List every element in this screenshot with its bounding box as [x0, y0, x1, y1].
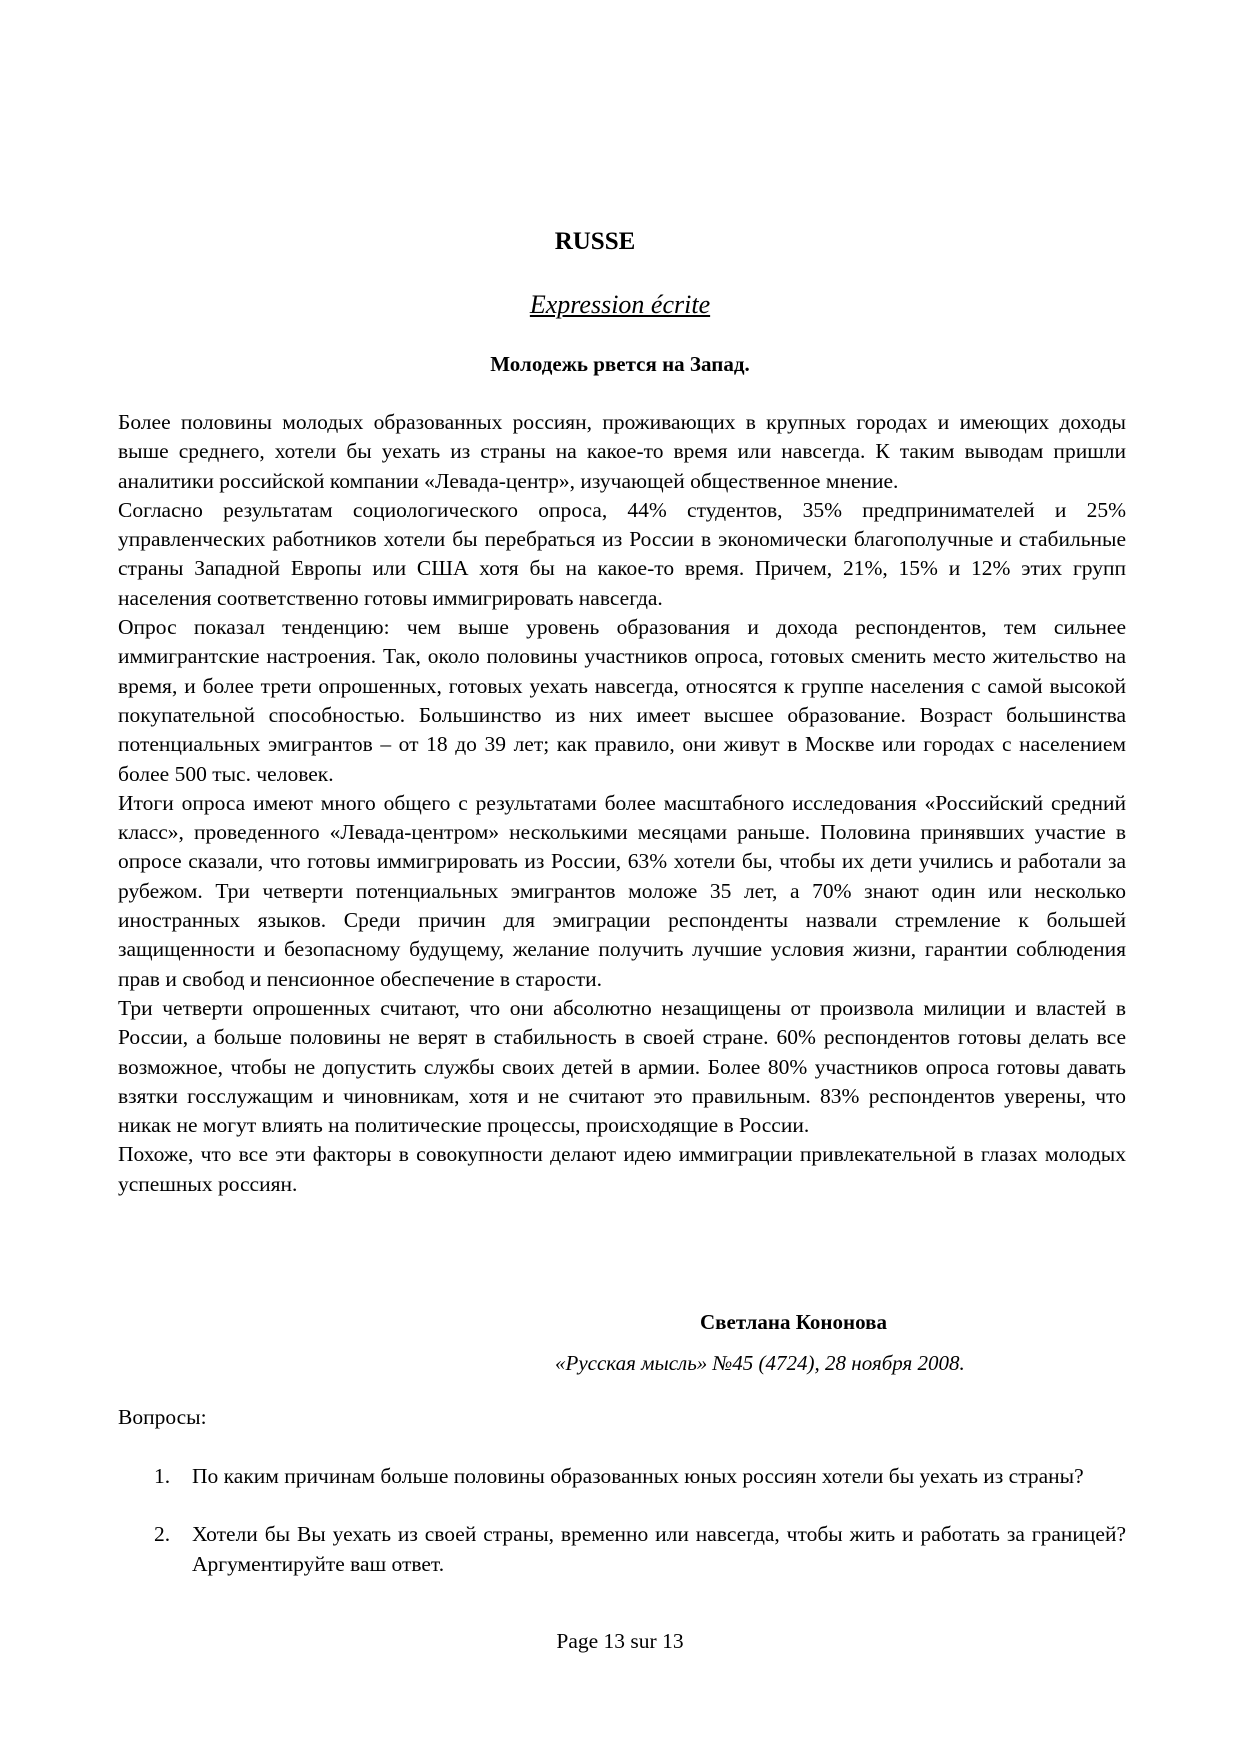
paragraph: Итоги опроса имеют много общего с результатами более масштабного исследования «Российский средний класс», проведенного «Левада-центром» несколькими месяцами раньше. Половина принявших участие в опросе сказали, что готовы иммигрировать из России, 63% хотели бы, чтобы их дети учились и работали за рубежом. Три четверти потенциальных эмигрантов моложе 35 лет, а 70% знают один или несколько иностранных языков. Среди причин для эмиграции респонденты назвали стремление к большей защищенности и безопасному будущему, желание получить лучшие условия жизни, гарантии соблюдения прав и свобод и пенсионное обеспечение в старости.	[118, 790, 1126, 991]
source-citation: «Русская мысль» №45 (4724), 28 ноября 2008.	[555, 1351, 965, 1375]
question-text: Хотели бы Вы уехать из своей страны, временно или навсегда, чтобы жить и работать за границей? Аргументируйте ваш ответ.	[192, 1522, 1126, 1576]
question-text: По каким причинам больше половины образованных юных россиян хотели бы уехать из страны?	[192, 1464, 1084, 1488]
page-number: Page 13 sur 13	[556, 1629, 684, 1653]
question-number: 2.	[154, 1522, 171, 1547]
questions-list	[118, 1462, 1126, 1608]
questions-label: Вопросы:	[118, 1405, 207, 1429]
author-name: Светлана Кононова	[700, 1310, 887, 1334]
paragraph: Три четверти опрошенных считают, что они абсолютно незащищены от произвола милиции и властей в России, а больше половины не верят в стабильность в своей стране. 60% респондентов готовы делать все возможное, чтобы не допустить службы своих детей в армии. Более 80% участников опроса готовы давать взятки госслужащим и чиновникам, хотя и не считают это правильным. 83% респондентов уверены, что никак не могут влиять на политические процессы, происходящие в России.	[118, 995, 1126, 1138]
question-item	[118, 1520, 1126, 1579]
question-number: 1.	[154, 1464, 171, 1488]
question-item	[118, 1462, 1126, 1491]
subject-heading: RUSSE	[554, 228, 636, 255]
section-heading: Expression écrite	[529, 290, 711, 319]
paragraph: Более половины молодых образованных россиян, проживающих в крупных городах и имеющих доходы выше среднего, хотели бы уехать из страны на какое-то время или навсегда. К таким выводам пришли аналитики российской компании «Левада-центр», изучающей общественное мнение.	[118, 410, 1126, 493]
article-body	[118, 408, 1126, 1199]
article-title: Молодежь рвется на Запад.	[490, 352, 750, 376]
paragraph: Похоже, что все эти факторы в совокупности делают идею иммиграции привлекательной в глазах молодых успешных россиян.	[118, 1142, 1126, 1196]
paragraph: Опрос показал тенденцию: чем выше уровень образования и дохода респондентов, тем сильнее иммигрантские настроения. Так, около половины участников опроса, готовых сменить место жительство на время, и более трети опрошенных, готовых уехать навсегда, относятся к группе населения с самой высокой покупательной способностью. Большинство из них имеет высшее образование. Возраст большинства потенциальных эмигрантов – от 18 до 39 лет; как правило, они живут в Москве или городах с населением более 500 тыс. человек.	[118, 615, 1126, 786]
paragraph: Согласно результатам социологического опроса, 44% студентов, 35% предпринимателей и 25% управленческих работников хотели бы перебраться из России в экономически благополучные и стабильные страны Западной Европы или США хотя бы на какое-то время. Причем, 21%, 15% и 12% этих групп населения соответственно готовы иммигрировать навсегда.	[118, 497, 1126, 610]
